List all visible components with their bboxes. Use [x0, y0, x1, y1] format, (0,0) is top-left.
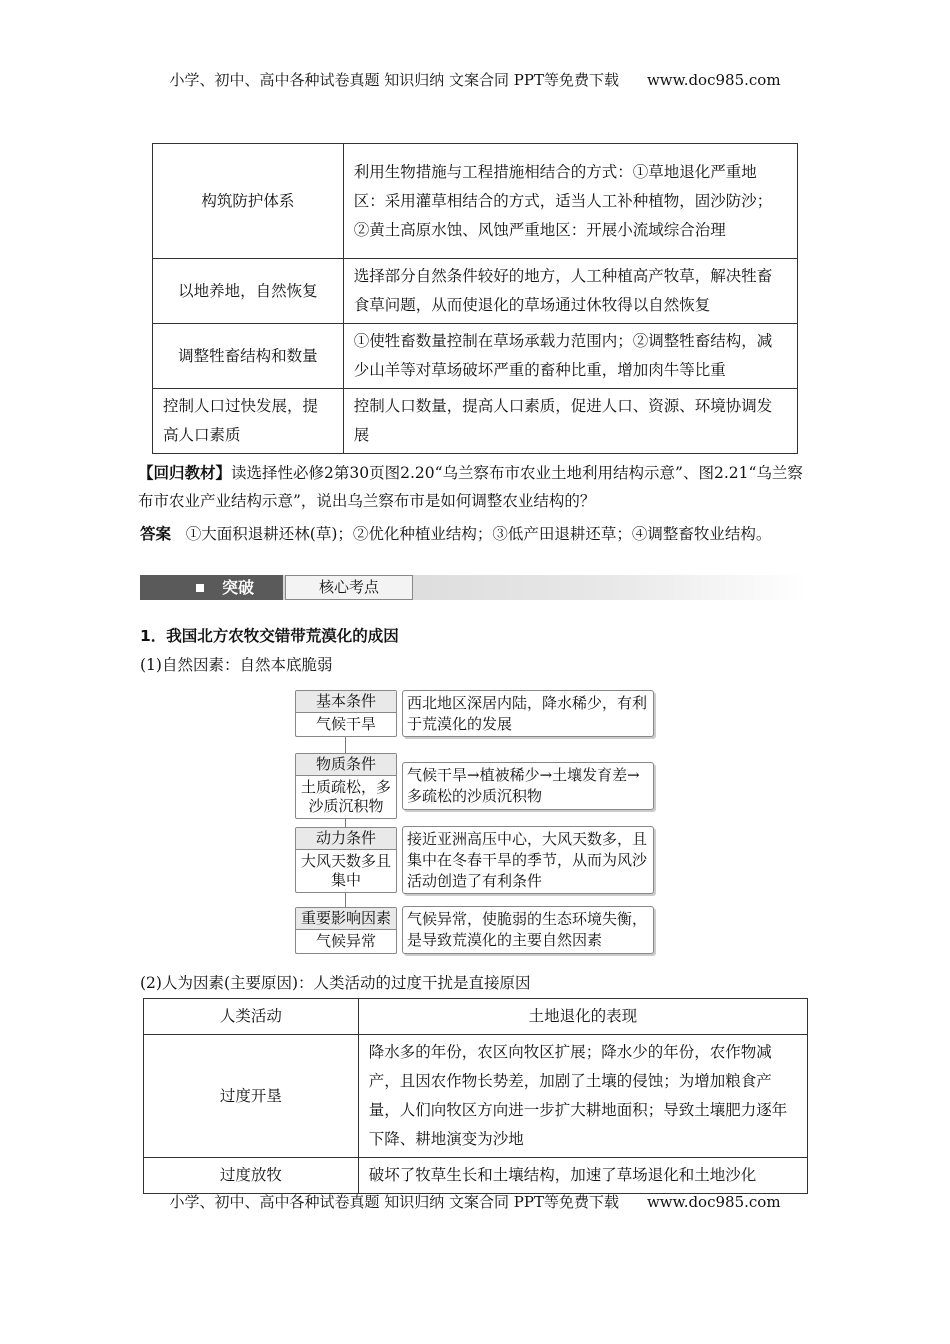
factor-head: 基本条件 [296, 691, 396, 713]
page-header [0, 69, 950, 90]
factor-desc: 接近亚洲高压中心，大风天数多，且集中在冬春干旱的季节，从而为风沙活动创造了有利条件 [402, 826, 654, 894]
table-header: 人类活动 [144, 999, 359, 1035]
factor-box-basic [295, 690, 397, 737]
square-icon [196, 584, 204, 592]
table-cell: 选择部分自然条件较好的地方，人工种植高产牧草，解决牲畜食草问题，从而使退化的草场通过休牧得以自然恢复 [343, 259, 797, 324]
table-cell: 过度放牧 [144, 1158, 359, 1194]
table-cell: 构筑防护体系 [153, 144, 344, 259]
banner-right: 核心考点 [285, 575, 413, 600]
factor-head: 物质条件 [296, 754, 396, 776]
table-cell: 控制人口数量，提高人口素质，促进人口、资源、环境协调发展 [343, 389, 797, 454]
table-row [144, 1035, 808, 1158]
factor-body: 大风天数多且集中 [300, 852, 391, 889]
factor-head: 动力条件 [296, 828, 396, 850]
table-cell: 利用生物措施与工程措施相结合的方式：①草地退化严重地区：采用灌草相结合的方式，适当人工补种植物，固沙防沙；②黄土高原水蚀、风蚀严重地区：开展小流域综合治理 [343, 144, 797, 259]
page-footer [0, 1191, 950, 1212]
answer-text: ①大面积退耕还林(草)；②优化种植业结构；③低产田退耕还草；④调整畜牧业结构。 [185, 525, 772, 543]
header-text: 小学、初中、高中各种试卷真题 知识归纳 文案合同 PPT等免费下载 [169, 71, 619, 89]
textbook-question [138, 459, 813, 515]
human-factors-heading: (2)人为因素(主要原因)：人类活动的过度干扰是直接原因 [140, 974, 531, 992]
table-row [153, 324, 798, 389]
table-cell: 控制人口过快发展，提高人口素质 [153, 389, 344, 454]
table-row [153, 259, 798, 324]
header-url: www.doc985.com [646, 71, 781, 89]
table-cell: ①使牲畜数量控制在草场承载力范围内；②调整牲畜结构，减少山羊等对草场破坏严重的畜种比重，增加肉牛等比重 [343, 324, 797, 389]
table-cell: 降水多的年份，农区向牧区扩展；降水少的年份，农作物减产，且因农作物长势差，加剧了土壤的侵蚀；为增加粮食产量，人们向牧区方向进一步扩大耕地面积；导致土壤肥力逐年下降、耕地演变为沙地 [358, 1035, 807, 1158]
connector-line [345, 737, 346, 753]
natural-factors-heading: (1)自然因素：自然本底脆弱 [140, 656, 333, 674]
prevention-measures-table [152, 143, 798, 454]
factor-desc: 气候异常，使脆弱的生态环境失衡，是导致荒漠化的主要自然因素 [402, 906, 654, 954]
textbook-answer [140, 520, 830, 548]
factor-desc: 西北地区深居内陆，降水稀少，有利于荒漠化的发展 [402, 690, 654, 737]
section-banner [140, 575, 810, 600]
table-cell: 调整牲畜结构和数量 [153, 324, 344, 389]
section-title: 1．我国北方农牧交错带荒漠化的成因 [140, 627, 399, 645]
factor-head: 重要影响因素 [296, 908, 396, 930]
table-row [153, 389, 798, 454]
factor-box-climate [295, 907, 397, 954]
factor-box-power [295, 827, 397, 893]
footer-url: www.doc985.com [646, 1193, 781, 1211]
table-row [144, 1158, 808, 1194]
table-row [153, 144, 798, 259]
factor-body: 土质疏松，多沙质沉积物 [300, 778, 391, 815]
table-header: 土地退化的表现 [358, 999, 807, 1035]
textbook-label: 【回归教材】 [138, 464, 232, 482]
connector-line [345, 891, 346, 907]
factor-body: 气候异常 [315, 932, 376, 950]
answer-label: 答案 [140, 525, 172, 543]
factor-box-material [295, 753, 397, 819]
banner-left-text: 突破 [222, 578, 255, 597]
human-activity-table [143, 998, 808, 1194]
factor-desc: 气候干旱→植被稀少→土壤发育差→多疏松的沙质沉积物 [402, 762, 654, 810]
table-cell: 过度开垦 [144, 1035, 359, 1158]
table-header-row [144, 999, 808, 1035]
table-cell: 破坏了牧草生长和土壤结构，加速了草场退化和土地沙化 [358, 1158, 807, 1194]
footer-text: 小学、初中、高中各种试卷真题 知识归纳 文案合同 PPT等免费下载 [169, 1193, 619, 1211]
banner-left [140, 575, 283, 600]
table-cell: 以地养地，自然恢复 [153, 259, 344, 324]
textbook-question-text: 读选择性必修2第30页图2.20“乌兰察布市农业土地利用结构示意”、图2.21“乌兰察布市农业产业结构示意”，说出乌兰察布市是如何调整农业结构的？ [138, 464, 803, 510]
factor-body: 气候干旱 [315, 715, 376, 733]
